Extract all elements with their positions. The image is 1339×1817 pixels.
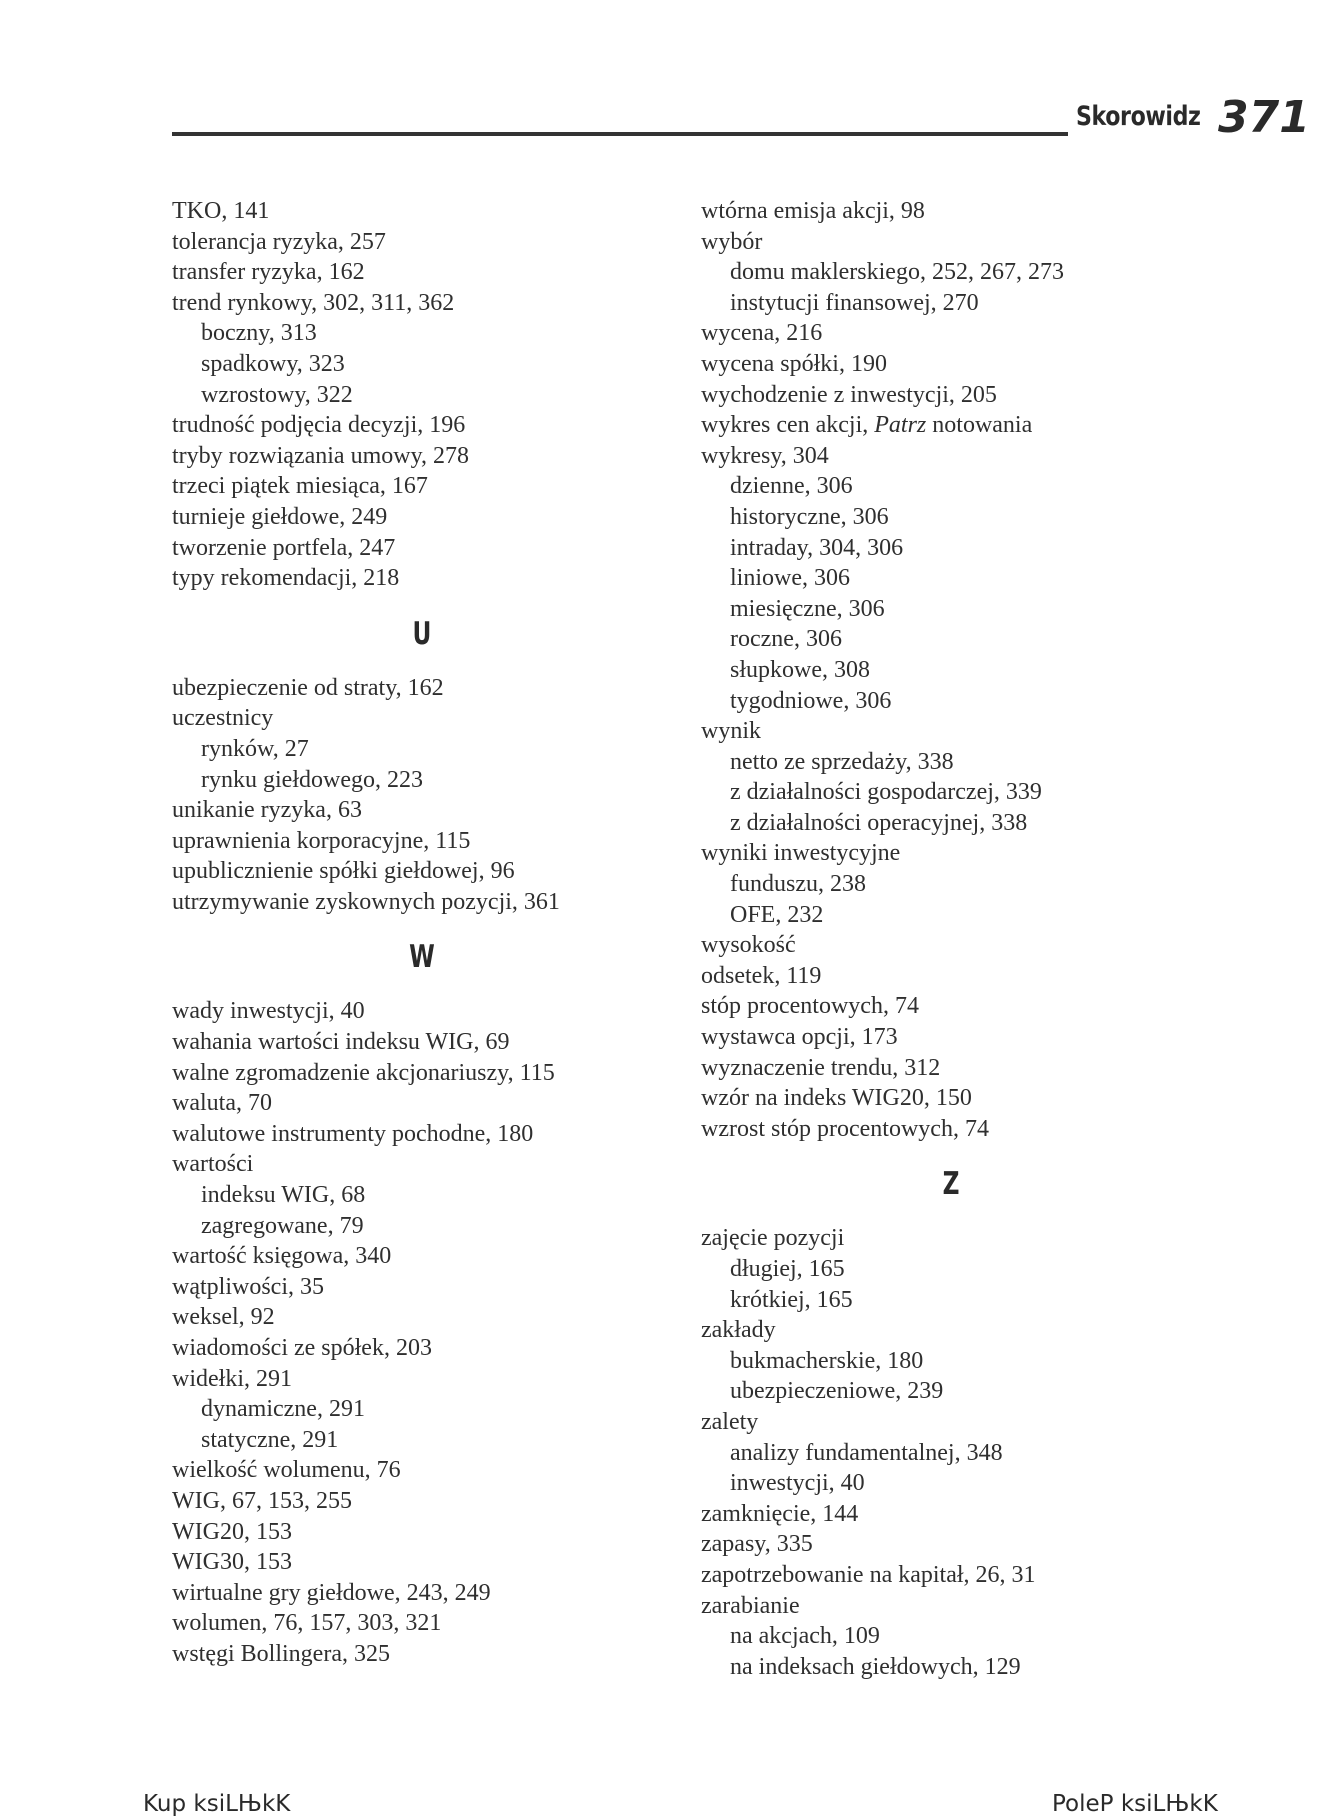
index-subentry: z działalności operacyjnej, 338 [730, 809, 1028, 836]
index-subentry: analizy fundamentalnej, 348 [730, 1439, 1003, 1466]
index-entry: wykresy, 304 [701, 442, 829, 469]
index-subentry: funduszu, 238 [730, 871, 866, 898]
index-entry: typy rekomendacji, 218 [172, 565, 400, 592]
index-entry: wyznaczenie trendu, 312 [701, 1054, 941, 1081]
index-entry: uprawnienia korporacyjne, 115 [172, 827, 471, 854]
index-entry: WIG, 67, 153, 255 [172, 1487, 352, 1514]
index-entry: wartość księgowa, 340 [172, 1243, 392, 1270]
index-entry: odsetek, 119 [701, 962, 822, 989]
index-column-right [701, 196, 1201, 1682]
index-entry: zapasy, 335 [701, 1531, 813, 1558]
index-entry: unikanie ryzyka, 63 [172, 797, 362, 824]
index-subentry: miesięczne, 306 [730, 595, 885, 622]
index-entry: zarabianie [701, 1592, 800, 1619]
index-entry: tryby rozwiązania umowy, 278 [172, 442, 470, 469]
index-subentry: spadkowy, 323 [201, 350, 345, 377]
index-entry: wiadomości ze spółek, 203 [172, 1335, 432, 1361]
index-letter-heading: U [412, 615, 432, 652]
index-entry: transfer ryzyka, 162 [172, 259, 365, 286]
index-entry: TKO, 141 [172, 198, 270, 224]
index-subentry: netto ze sprzedaży, 338 [730, 748, 954, 775]
index-entry: weksel, 92 [172, 1304, 275, 1331]
index-subentry: roczne, 306 [730, 626, 842, 653]
index-entry: walne zgromadzenie akcjonariuszy, 115 [172, 1059, 555, 1086]
index-subentry: słupkowe, 308 [730, 656, 870, 683]
index-subentry: dynamiczne, 291 [201, 1396, 365, 1423]
index-entry: wielkość wolumenu, 76 [172, 1457, 401, 1484]
index-entry: WIG20, 153 [172, 1518, 292, 1545]
index-entry: waluta, 70 [172, 1090, 272, 1117]
index-entry: trend rynkowy, 302, 311, 362 [172, 289, 455, 316]
index-subentry: statyczne, 291 [201, 1426, 339, 1453]
index-entry: utrzymywanie zyskownych pozycji, 361 [172, 888, 560, 915]
index-entry: trzeci piątek miesiąca, 167 [172, 473, 428, 500]
index-entry: zakłady [701, 1317, 776, 1344]
index-entry: wirtualne gry giełdowe, 243, 249 [172, 1579, 491, 1606]
index-subentry: rynku giełdowego, 223 [201, 766, 423, 793]
index-entry: wybór [701, 228, 763, 255]
index-subentry: dzienne, 306 [730, 473, 853, 500]
index-entry: WIG30, 153 [172, 1549, 292, 1576]
index-entry: tworzenie portfela, 247 [172, 534, 396, 561]
index-subentry: na indeksach giełdowych, 129 [730, 1653, 1021, 1680]
index-entry: wolumen, 76, 157, 303, 321 [172, 1610, 442, 1637]
index-letter-heading: W [409, 939, 435, 976]
index-subentry: długiej, 165 [730, 1256, 845, 1282]
index-entry: widełki, 291 [172, 1365, 292, 1392]
index-entry: wady inwestycji, 40 [172, 998, 365, 1025]
index-entry: wtórna emisja akcji, 98 [701, 198, 925, 224]
index-subentry: ubezpieczeniowe, 239 [730, 1378, 944, 1405]
header-rule [172, 132, 1068, 136]
index-column-left [172, 196, 672, 1670]
running-header-section: Skorowidz [1076, 101, 1201, 132]
index-entry: wątpliwości, 35 [172, 1273, 324, 1300]
index-entry: upublicznienie spółki giełdowej, 96 [172, 858, 515, 885]
index-entry: wynik [701, 718, 761, 745]
index-entry: wartości [172, 1151, 254, 1178]
index-subentry: inwestycji, 40 [730, 1470, 865, 1497]
index-entry: walutowe instrumenty pochodne, 180 [172, 1120, 534, 1147]
index-entry: zajęcie pozycji [701, 1225, 845, 1252]
index-entry: wzór na indeks WIG20, 150 [701, 1085, 972, 1112]
index-subentry: tygodniowe, 306 [730, 687, 892, 714]
index-entry: wysokość [701, 932, 796, 959]
index-subentry: historyczne, 306 [730, 503, 889, 530]
index-entry: zalety [701, 1408, 759, 1435]
index-subentry: wzrostowy, 322 [201, 381, 353, 408]
index-entry: wahania wartości indeksu WIG, 69 [172, 1029, 510, 1056]
index-entry: wycena spółki, 190 [701, 350, 887, 377]
page-number: 371 [1218, 92, 1310, 143]
index-entry: stóp procentowych, 74 [701, 993, 919, 1020]
index-entry: zapotrzebowanie na kapitał, 26, 31 [701, 1561, 1036, 1588]
index-subentry: krótkiej, 165 [730, 1286, 853, 1313]
index-entry: turnieje giełdowe, 249 [172, 503, 388, 530]
index-entry: zamknięcie, 144 [701, 1500, 859, 1527]
footer-buy-book-link[interactable]: Kup ksiLЊkK [143, 1791, 291, 1817]
index-entry: wzrost stóp procentowych, 74 [701, 1115, 989, 1142]
index-subentry: liniowe, 306 [730, 565, 850, 592]
index-subentry: domu maklerskiego, 252, 267, 273 [730, 259, 1064, 286]
index-subentry: bukmacherskie, 180 [730, 1347, 924, 1374]
index-subentry: zagregowane, 79 [201, 1212, 364, 1239]
index-entry: wykres cen akcji, Patrz notowania [701, 412, 1033, 439]
index-entry: trudność podjęcia decyzji, 196 [172, 412, 466, 439]
footer-recommend-book-link[interactable]: PoleP ksiLЊkK [1052, 1791, 1218, 1817]
index-subentry: na akcjach, 109 [730, 1623, 880, 1650]
index-subentry: rynków, 27 [201, 735, 309, 762]
index-entry: wycena, 216 [701, 320, 823, 347]
index-letter-heading: Z [942, 1166, 960, 1203]
index-entry: wyniki inwestycyjne [701, 840, 901, 867]
index-entry: wychodzenie z inwestycji, 205 [701, 381, 997, 408]
index-entry: wstęgi Bollingera, 325 [172, 1640, 390, 1667]
index-entry: uczestnicy [172, 705, 274, 732]
index-entry: ubezpieczenie od straty, 162 [172, 674, 444, 701]
index-entry: wystawca opcji, 173 [701, 1024, 898, 1051]
index-subentry: instytucji finansowej, 270 [730, 289, 979, 316]
index-subentry: z działalności gospodarczej, 339 [730, 779, 1042, 806]
index-subentry: OFE, 232 [730, 901, 824, 928]
index-subentry: boczny, 313 [201, 320, 317, 347]
index-entry: tolerancja ryzyka, 257 [172, 228, 386, 255]
index-subentry: intraday, 304, 306 [730, 534, 904, 561]
index-subentry: indeksu WIG, 68 [201, 1182, 366, 1209]
